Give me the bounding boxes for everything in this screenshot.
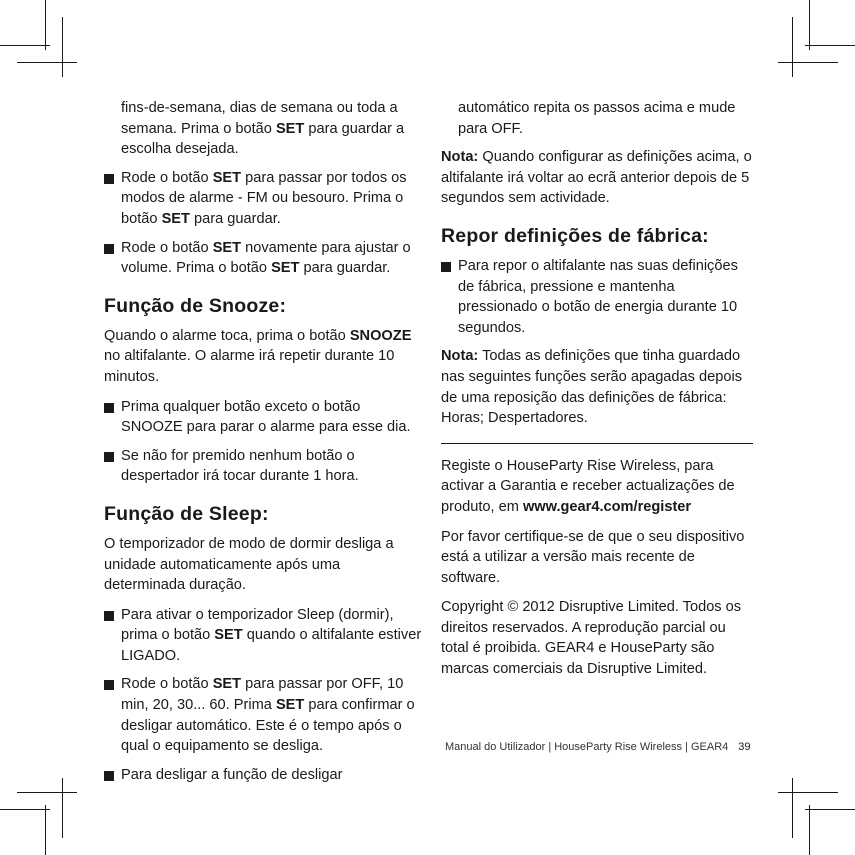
crop-mark [809,0,810,50]
right-column [441,98,753,689]
crop-mark [778,792,838,793]
crop-mark [0,809,50,810]
update-paragraph: Por favor certifique-se de que o seu dispositivo está a utilizar a versão mais recente de software. [441,528,745,586]
crop-mark [809,805,810,855]
page-number: 39 [738,741,751,753]
bullet-item: Para repor o altifalante nas suas definições de fábrica, pressione e mantenha pressionado o botão de energia durante 10 segundos. [441,256,753,338]
paragraph-continued: fins-de-semana, dias de semana ou toda a semana. Prima o botão SET para guardar a escolha desejada. [121,100,405,158]
copyright-paragraph: Copyright © 2012 Disruptive Limited. Todos os direitos reservados. A reprodução parcial ou total é proibida. GEAR4 e HouseParty são marcas comerciais da Disruptive Limited. [441,599,742,678]
crop-mark [805,45,855,46]
crop-mark [17,792,77,793]
sleep-paragraph: O temporizador de modo de dormir desliga a unidade automaticamente após uma determinada duração. [104,535,394,594]
square-bullet-icon [104,771,114,781]
crop-mark [45,0,46,50]
square-bullet-icon [104,403,114,413]
heading-sleep: Função de Sleep: [104,502,269,525]
bullet-item: Rode o botão SET para passar por todos os modos de alarme - FM ou besouro. Prima o botão SET para guardar. [104,168,422,230]
bullet-item: Se não for premido nenhum botão o despertador irá tocar durante 1 hora. [104,446,422,487]
square-bullet-icon [104,244,114,254]
square-bullet-icon [441,262,451,272]
crop-mark [778,62,838,63]
page-footer [445,741,751,753]
paragraph-continued: automático repita os passos acima e mude para OFF. [458,100,736,137]
square-bullet-icon [104,680,114,690]
square-bullet-icon [104,452,114,462]
crop-mark [805,809,855,810]
heading-snooze: Função de Snooze: [104,294,287,317]
left-column [104,98,422,793]
register-link[interactable]: www.gear4.com/register [522,498,692,515]
bullet-item: Rode o botão SET para passar por OFF, 10 min, 20, 30... 60. Prima SET para confirmar o desligar automático. Este é o tempo após o qual o equipamento se desliga. [104,674,422,756]
bullet-item: Rode o botão SET novamente para ajustar o volume. Prima o botão SET para guardar. [104,238,422,279]
note-paragraph: Nota: Quando configurar as definições acima, o altifalante irá voltar ao ecrã anterior depois de 5 segundos sem actividade. [441,149,752,207]
crop-mark [45,805,46,855]
bullet-item: Para desligar a função de desligar [104,765,422,786]
crop-mark [62,17,63,77]
crop-mark [17,62,77,63]
bullet-item: Para ativar o temporizador Sleep (dormir), prima o botão SET quando o altifalante estiver LIGADO. [104,605,422,667]
note-paragraph: Nota: Todas as definições que tinha guardado nas seguintes funções serão apagadas depois de uma reposição das definições de fábrica: Horas; Despertadores. [441,348,743,427]
register-paragraph: Registe o HouseParty Rise Wireless, para activar a Garantia e receber actualizações de produto, em www.gear4.com/register [441,457,735,515]
snooze-paragraph: Quando o alarme toca, prima o botão SNOOZE no altifalante. O alarme irá repetir durante 10 minutos. [104,327,412,385]
footer-text: Manual do Utilizador | HouseParty Rise Wireless | GEAR4 [445,741,729,753]
square-bullet-icon [104,611,114,621]
square-bullet-icon [104,174,114,184]
crop-mark [0,45,50,46]
crop-mark [792,778,793,838]
crop-mark [792,17,793,77]
heading-factory-reset: Repor definições de fábrica: [441,224,709,247]
crop-mark [62,778,63,838]
bullet-item: Prima qualquer botão exceto o botão SNOOZE para parar o alarme para esse dia. [104,397,422,438]
divider [441,443,753,444]
